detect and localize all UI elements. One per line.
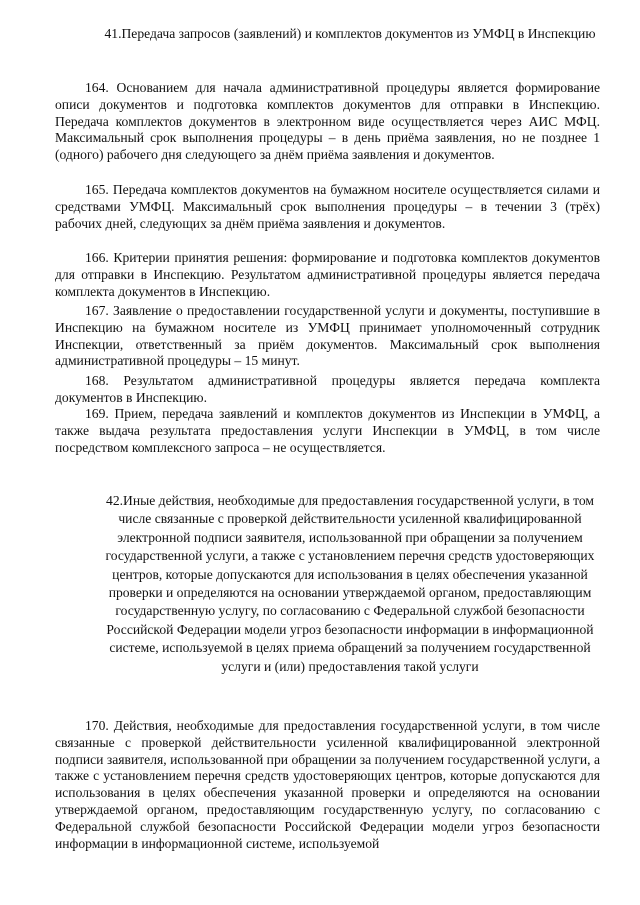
section-41-heading: 41.Передача запросов (заявлений) и комплектов документов из УМФЦ в Инспекцию xyxy=(104,26,596,41)
section-42-heading: 42.Иные действия, необходимые для предоставления государственной услуги, в том числе связанные с проверкой действительности усиленной квалифицированной электронной подписи заявителя, использованной при обращении за получением государственной услуги, а также с установлением перечня средств удостоверяющих центров, которые допускаются для использования в целях обеспечения указанной проверки и определяются на основании утверждаемой органом, предоставляющим государственную услугу, по согласованию с Федеральной службой безопасности Российской Федерации модели угроз безопасности информации в информационной системе, используемой в целях приема обращений за получением государственной услуги и (или) предоставления такой услуги xyxy=(105,493,595,674)
paragraph-168: 168. Результатом административной процедуры является передача комплекта документов в Инспекцию. xyxy=(55,373,600,405)
paragraph-165: 165. Передача комплектов документов на бумажном носителе осуществляется силами и средствами УМФЦ. Максимальный срок выполнения процедуры – в течении 3 (трёх) рабочих дней, следующих за днём приёма заявления и документов. xyxy=(55,182,600,231)
paragraph-170: 170. Действия, необходимые для предоставления государственной услуги, в том числе связанные с проверкой действительности усиленной квалифицированной электронной подписи заявителя, использованной при обращении за получением государственной услуги, а также с установлением перечня средств удостоверяющих центров, которые допускаются для использования в целях обеспечения указанной проверки и определяются на основании утверждаемой органом, предоставляющим государственную услугу, по согласованию с Федеральной службой безопасности Российской Федерации модели угроз безопасности информации в информационной системе, используемой xyxy=(55,718,600,851)
paragraph-167: 167. Заявление о предоставлении государственной услуги и документы, поступившие в Инспекцию на бумажном носителе из УМФЦ принимает уполномоченный сотрудник Инспекции, ответственный за приём документов. Максимальный срок выполнения административной процедуры – 15 минут. xyxy=(55,303,600,369)
paragraph-164: 164. Основанием для начала административной процедуры является формирование описи документов и подготовка комплектов документов для отправки в Инспекцию. Передача комплектов документов в электронном виде осуществляется через АИС МФЦ. Максимальный срок выполнения процедуры – в день приёма заявления, но не позднее 1 (одного) рабочего дня следующего за днём приёма заявления и документов. xyxy=(55,80,600,163)
paragraph-169: 169. Прием, передача заявлений и комплектов документов из Инспекции в УМФЦ, а также выдача результата предоставления услуги Инспекции в УМФЦ, в том числе посредством комплексного запроса – не осуществляется. xyxy=(55,406,600,455)
paragraph-166: 166. Критерии принятия решения: формирование и подготовка комплектов документов для отправки в Инспекцию. Результатом административной процедуры является передача комплекта документов в Инспекцию. xyxy=(55,250,600,299)
